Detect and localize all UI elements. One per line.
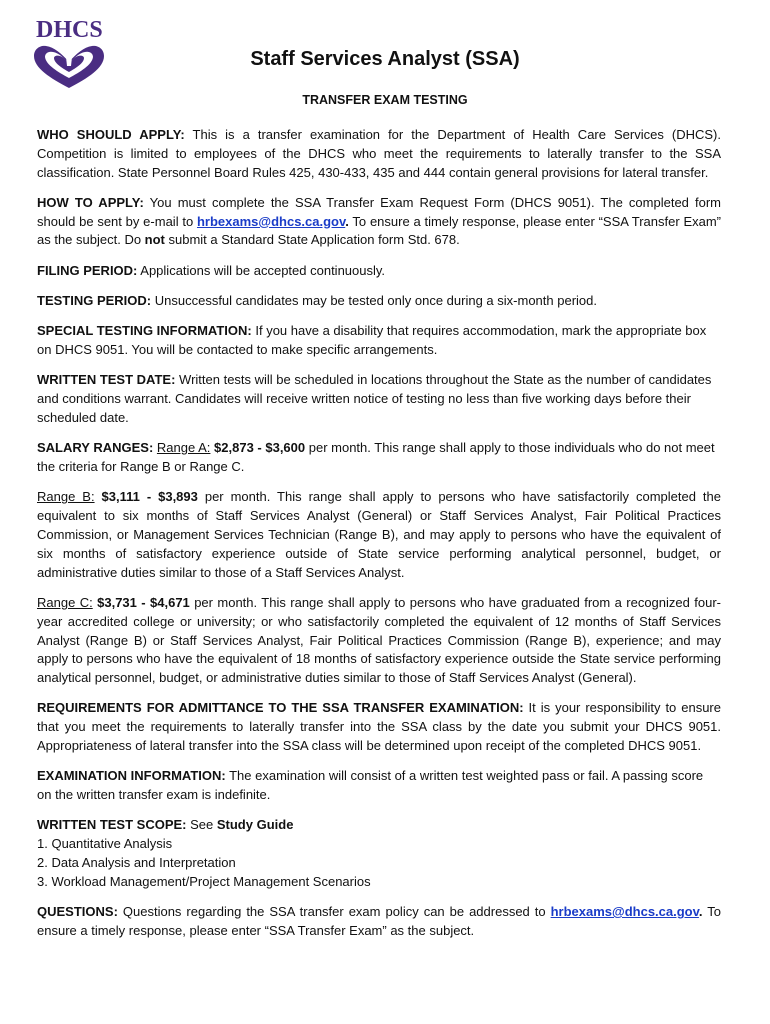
special-testing-paragraph <box>37 322 721 360</box>
section-text: You must complete the SSA Transfer Exam Request Form (DHCS 9051). The completed form should be sent by e-mail to <box>37 194 721 229</box>
section-text: Applications will be accepted continuously. <box>137 262 386 278</box>
section-text: per month. This range shall apply to persons who have graduated from a recognized four-year accredited college or university; or who satisfactorily completed the equivalent of 12 months of Staff Services Analyst (Range B) or Staff Services Analyst, Fair Political Practices Commission (Range B), experience; and may apply to persons who have the equivalent of 18 months of satisfactory experience outside the State service performing analytical personnel, budget, or administrative duties similar to those of Staff Services Analyst (General). <box>37 594 721 686</box>
written-test-date-paragraph <box>37 371 721 427</box>
range-label: Range B: <box>37 489 95 505</box>
section-text: Questions regarding the SSA transfer exam policy can be addressed to <box>117 904 551 920</box>
section-text: To ensure a timely response, please enter “SSA Transfer Exam” as the subject. Do <box>37 213 721 248</box>
section-text: per month. This range shall apply to those individuals who do not meet the criteria for Range B or Range C. <box>37 440 715 475</box>
punctuation: . <box>698 904 703 920</box>
salary-range-b-paragraph <box>37 488 721 582</box>
email-link[interactable]: hrbexams@dhcs.ca.gov <box>550 904 699 920</box>
section-label: TESTING PERIOD: <box>37 293 152 309</box>
section-label: EXAMINATION INFORMATION: <box>37 768 226 784</box>
list-item: 3. Workload Management/Project Management Scenarios <box>37 873 371 889</box>
how-to-apply-paragraph <box>37 194 721 250</box>
study-guide-link[interactable]: Study Guide <box>216 817 294 833</box>
who-should-apply-paragraph <box>37 126 721 182</box>
section-label: WHO SHOULD APPLY: <box>37 127 185 142</box>
section-label: HOW TO APPLY: <box>37 194 144 210</box>
section-text: This is a transfer examination for the Department of Health Care Services (DHCS). Competition is limited to employees of the DHCS who meet the requirements to laterally transfer to the SSA classification. State Personnel Board Rules 425, 430-433, 435 and 444 contain general provisions for lateral transfer. <box>37 127 722 180</box>
salary-range-a-paragraph <box>37 439 721 477</box>
section-label: SALARY RANGES: <box>37 440 154 456</box>
section-label: REQUIREMENTS FOR ADMITTANCE TO THE SSA TRANSFER EXAMINATION: <box>37 700 524 716</box>
section-text: Unsuccessful candidates may be tested only once during a six-month period. <box>151 293 597 309</box>
punctuation: . <box>345 213 349 229</box>
requirements-paragraph <box>37 699 721 755</box>
filing-period-paragraph <box>37 262 721 281</box>
range-label: Range C: <box>37 594 93 610</box>
page-subtitle: TRANSFER EXAM TESTING <box>302 93 468 107</box>
section-text: To ensure a timely response, please enter “SSA Transfer Exam” as the subject. <box>37 904 721 938</box>
logo-text: DHCS <box>36 17 103 43</box>
document-body <box>37 126 721 952</box>
section-text: submit a Standard State Application form Std. 678. <box>164 232 460 248</box>
section-text: per month. This range shall apply to persons who have satisfactorily completed the equivalent to six months of Staff Services Analyst (General) or Staff Services Analyst, Fair Political Practices Commission, or Management Services Technician (Range B), and may apply to persons who have the equivalent of six months of satisfactory experience outside of State service performing analytical personnel, budget, or administrative duties similar to those of a Staff Services Analyst. <box>37 489 721 580</box>
range-label: Range A: <box>156 440 211 456</box>
salary-range-c-paragraph <box>37 594 721 688</box>
section-text: The examination will consist of a written test weighted pass or fail. A passing score on the written transfer exam is indefinite. <box>37 768 704 803</box>
page-title: Staff Services Analyst (SSA) <box>250 48 520 70</box>
scope-heading <box>37 816 721 835</box>
testing-period-paragraph <box>37 292 721 311</box>
section-label: WRITTEN TEST SCOPE: <box>37 817 187 833</box>
section-label: FILING PERIOD: <box>37 262 138 278</box>
section-label: QUESTIONS: <box>37 904 118 920</box>
range-amount: $3,111 - $3,893 <box>101 489 198 505</box>
range-amount: $2,873 - $3,600 <box>214 440 306 456</box>
examination-information-paragraph <box>37 767 721 805</box>
section-text: See <box>186 817 217 833</box>
section-text: Written tests will be scheduled in locations throughout the State as the number of candidates and conditions warrant. Candidates will receive written notice of testing no less than five working days before their scheduled date. <box>37 372 712 426</box>
section-text: It is your responsibility to ensure that you meet the requirements to laterally transfer into the SSA class by the date you submit your DHCS 9051. Appropriateness of lateral transfer into the SSA class will be determined upon receipt of the completed DHCS 9051. <box>37 700 721 754</box>
section-text: If you have a disability that requires accommodation, mark the appropriate box on DHCS 9051. You will be contacted to make specific arrangements. <box>37 323 707 358</box>
list-item: 2. Data Analysis and Interpretation <box>37 855 236 870</box>
section-label: SPECIAL TESTING INFORMATION: <box>37 323 252 339</box>
range-amount: $3,731 - $4,671 <box>97 594 190 610</box>
emphasis-not: not <box>144 232 165 248</box>
section-label: WRITTEN TEST DATE: <box>37 372 176 388</box>
email-link[interactable]: hrbexams@dhcs.ca.gov <box>196 213 346 229</box>
written-test-scope <box>37 816 721 891</box>
list-item: 1. Quantitative Analysis <box>37 836 173 852</box>
questions-paragraph <box>37 903 721 941</box>
